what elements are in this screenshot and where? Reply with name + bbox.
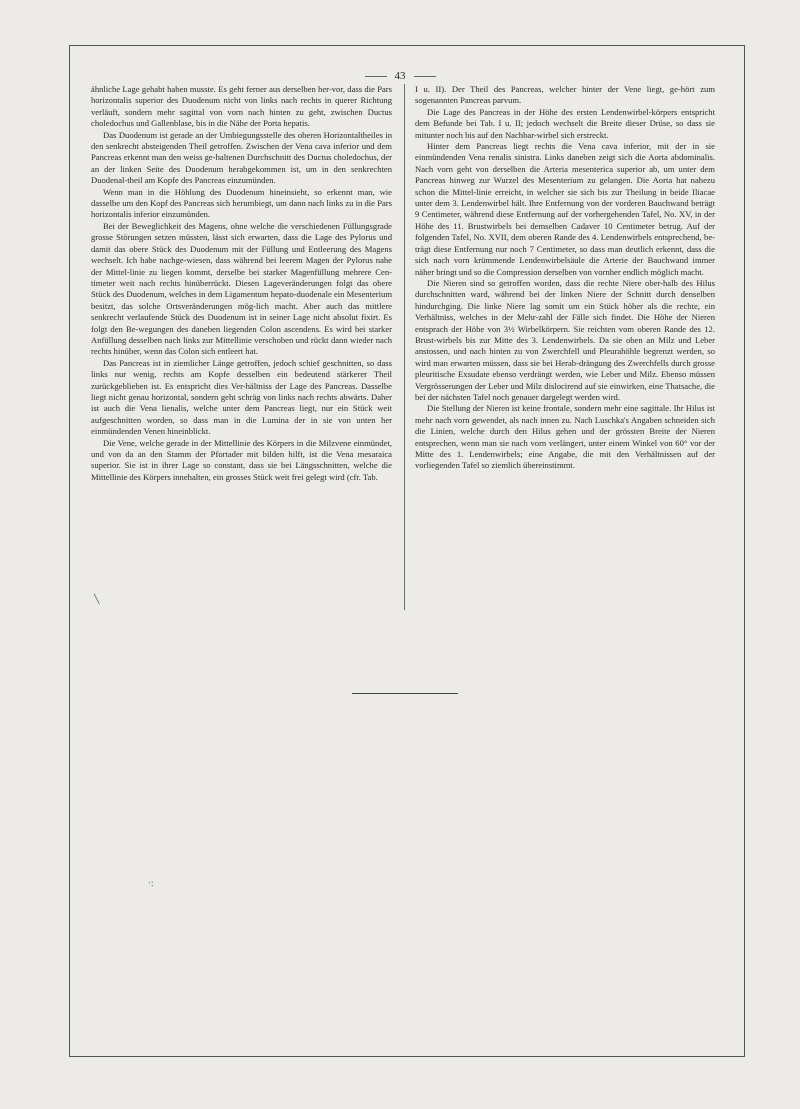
paragraph: Die Nieren sind so getroffen worden, dass die rechte Niere ober-halb des Hilus durchschnitten ward, während bei der linken Niere der Schnitt durch denselben hindurchging. Die linke Niere lag somit um ein Stück höher als die rechte, ein Verhältniss, welches in der Mehr-zahl der Fälle sich findet. Die Höhe der Nieren entsprach der Höhe von 3½ Wirbelkörpern. Sie reichten vom oberen Rande des 12. Brust-wirbels bis zur Mitte des 3. Lendenwirbels. Da sie oben an Milz und Leber anstossen, und nach hinten zu von Zwerchfell und Pleurahöhle begrenzt werden, so wird man erwarten müssen, dass sie bei Herab-drängung des Zwerchfells durch grosse pleuritische Exsudate ebenso verdrängt werden, wie Leber und Milz. Ebenso müssen Vergrösserungen der Leber und Milz dislocirend auf sie einwirken, eine Thatsache, die bei der nächsten Tafel noch genauer dargelegt werden wird.	[415, 277, 715, 402]
ink-mark: ╲	[94, 594, 100, 604]
paragraph: Die Lage des Pancreas in der Höhe des ersten Lendenwirbel-körpers entspricht dem Befunde bei Tab. I u. II; jedoch wechselt die Breite dieser Drüse, so dass sie mitunter noch bis auf den Nachbar-wirbel sich erstreckt.	[415, 106, 715, 140]
header-dash-left	[365, 76, 387, 77]
paragraph: Hinter dem Pancreas liegt rechts die Vena cava inferior, mit der in sie einmündenden Vena renalis sinistra. Links daneben zeigt sich die Aorta abdominalis. Nach vorn geht von derselben die Arteria mesenterica superior ab, um unter dem Pancreas hinweg zur Wurzel des Mesenterium zu gelangen. Die Aorta hat nahezu schon die Mittel-linie erreicht, in welcher sie sich bis zur Theilung in beide Iliacae unter dem 3. Lendenwirbel hält. Ihre Entfernung von der vorderen Bauchwand beträgt 9 Centimeter, während diese Entfernung auf der vorhergehenden Tafel, No. XV, in der Höhe des 11. Brustwirbels bei demselben Cadaver 10 Centimeter betrug. Auf der folgenden Tafel, No. XVII, dem oberen Rande des 4. Lendenwirbels entsprechend, be-trägt diese Entfernung nur noch 7 Centimeter, so dass man deutlich erkennt, dass die sich nach vorn krümmende Lendenwirbelsäule die Arterie der Bauchwand immer näher bringt und so die Compression derselben von vornher endlich möglich macht.	[415, 141, 715, 277]
left-text-column	[91, 84, 392, 483]
paragraph: ähnliche Lage gehabt haben musste. Es geht ferner aus derselben her-vor, dass die Pars horizontalis superior des Duodenum nicht von links nach rechts in querer Richtung verläuft, sondern mehr sagittal von vorn nach hinten zu geht, zwischen Ductus choledochus und Gallenblase, bis in die Nähe der Porta hepatis.	[91, 84, 392, 129]
page-number: 43	[394, 70, 406, 82]
paragraph: Wenn man in die Höhlung des Duodenum hineinsieht, so erkennt man, wie dasselbe um den Kopf des Pancreas sich herumbiegt, um dann nach links zu in die Pars horizontalis inferior einzumünden.	[91, 186, 392, 220]
paragraph: Die Vene, welche gerade in der Mittellinie des Körpers in die Milzvene einmündet, und von da an den Stamm der Pfortader mit bilden hilft, ist die Vena mesaraica superior. Sie ist in ihrer Lage so constant, dass sie bei Längsschnitten, welche die Mittellinie des Körpers innehalten, ein grosses Stück weit frei gelegt wird (cfr. Tab.	[91, 437, 392, 482]
header-dash-right	[414, 76, 436, 77]
paragraph: Die Stellung der Nieren ist keine frontale, sondern mehr eine sagittale. Ihr Hilus ist mehr nach vorn gewendet, als nach innen zu. Nach Luschka's Angaben schneiden sich die Linien, welche durch den Hilus gehen und der grössten Breite der Nieren entsprechen, wenn man sie nach vorn verlängert, unter einem Winkel von 60° vor der Mitte des 1. Lendenwirbels; eine Angabe, die mit den Verhältnissen auf der vorliegenden Tafel so ziemlich übereinstimmt.	[415, 403, 715, 471]
end-rule	[352, 693, 458, 694]
right-text-column	[415, 84, 715, 472]
column-divider	[404, 84, 405, 610]
ink-speck: ·:	[148, 878, 154, 888]
paragraph: I u. II). Der Theil des Pancreas, welcher hinter der Vene liegt, ge-hört zum sogenannten Pancreas parvum.	[415, 84, 715, 106]
paragraph: Bei der Beweglichkeit des Magens, ohne welche die verschiedenen Füllungsgrade grosse Störungen setzen müssten, lässt sich erwarten, dass die Lage des Pylorus und damit das obere Stück des Duodenum mit der Füllung und Entleerung des Magens wechselt. Ich habe nachge-wiesen, dass während bei leerem Magen der Pylorus nahe der Mittel-linie zu liegen kommt, derselbe bei starker Magenfüllung mehrere Cen-timeter weit nach rechts hinüberrückt. Diesen Lageveränderungen folgt das obere Stück des Duodenum, welches in dem Ligamentum hepato-duodenale ein Mesenterium besitzt, das solche Ortsveränderungen mög-lich macht. Aber auch das mittlere senkrecht verlaufende Stück des Duodenum ist in seiner Lage nicht absolut fixirt. Es folgt den Be-wegungen des daneben liegenden Colon ascendens. Es wird bei starker Anfüllung desselben nach links zur Mittellinie verschoben und rückt dann wieder nach rechts hinüber, wenn das Colon sich entleert hat.	[91, 220, 392, 357]
paragraph: Das Pancreas ist in ziemlicher Länge getroffen, jedoch schief geschnitten, so dass links nur wenig, rechts am Kopfe desselben ein bedeutend stärkerer Theil zurückgeblieben ist. Es entspricht dies Ver-hältniss der Lage des Pancreas. Dasselbe liegt nicht genau horizontal, sondern geht schräg von links nach rechts abwärts. Daher ist auch die Vena lienalis, welche unter dem Pancreas liegt, nur ein Stück weit aufgeschnitten worden, so dass man in die Lumina der in sie von unten her einmündenden Venen hineinblickt.	[91, 357, 392, 437]
paragraph: Das Duodenum ist gerade an der Umbiegungsstelle des oberen Horizontaltheiles in den senkrecht absteigenden Theil getroffen. Zwischen der Vena cava inferior und dem Pancreas erkennt man den weiss ge-haltenen Durchschnitt des Ductus choledochus, der an der linken Seite des Duodenum herabgekommen ist, um in den senkrechten Duodenal-theil am Kopfe des Pancreas einzumünden.	[91, 129, 392, 186]
page-number-header	[340, 70, 460, 82]
